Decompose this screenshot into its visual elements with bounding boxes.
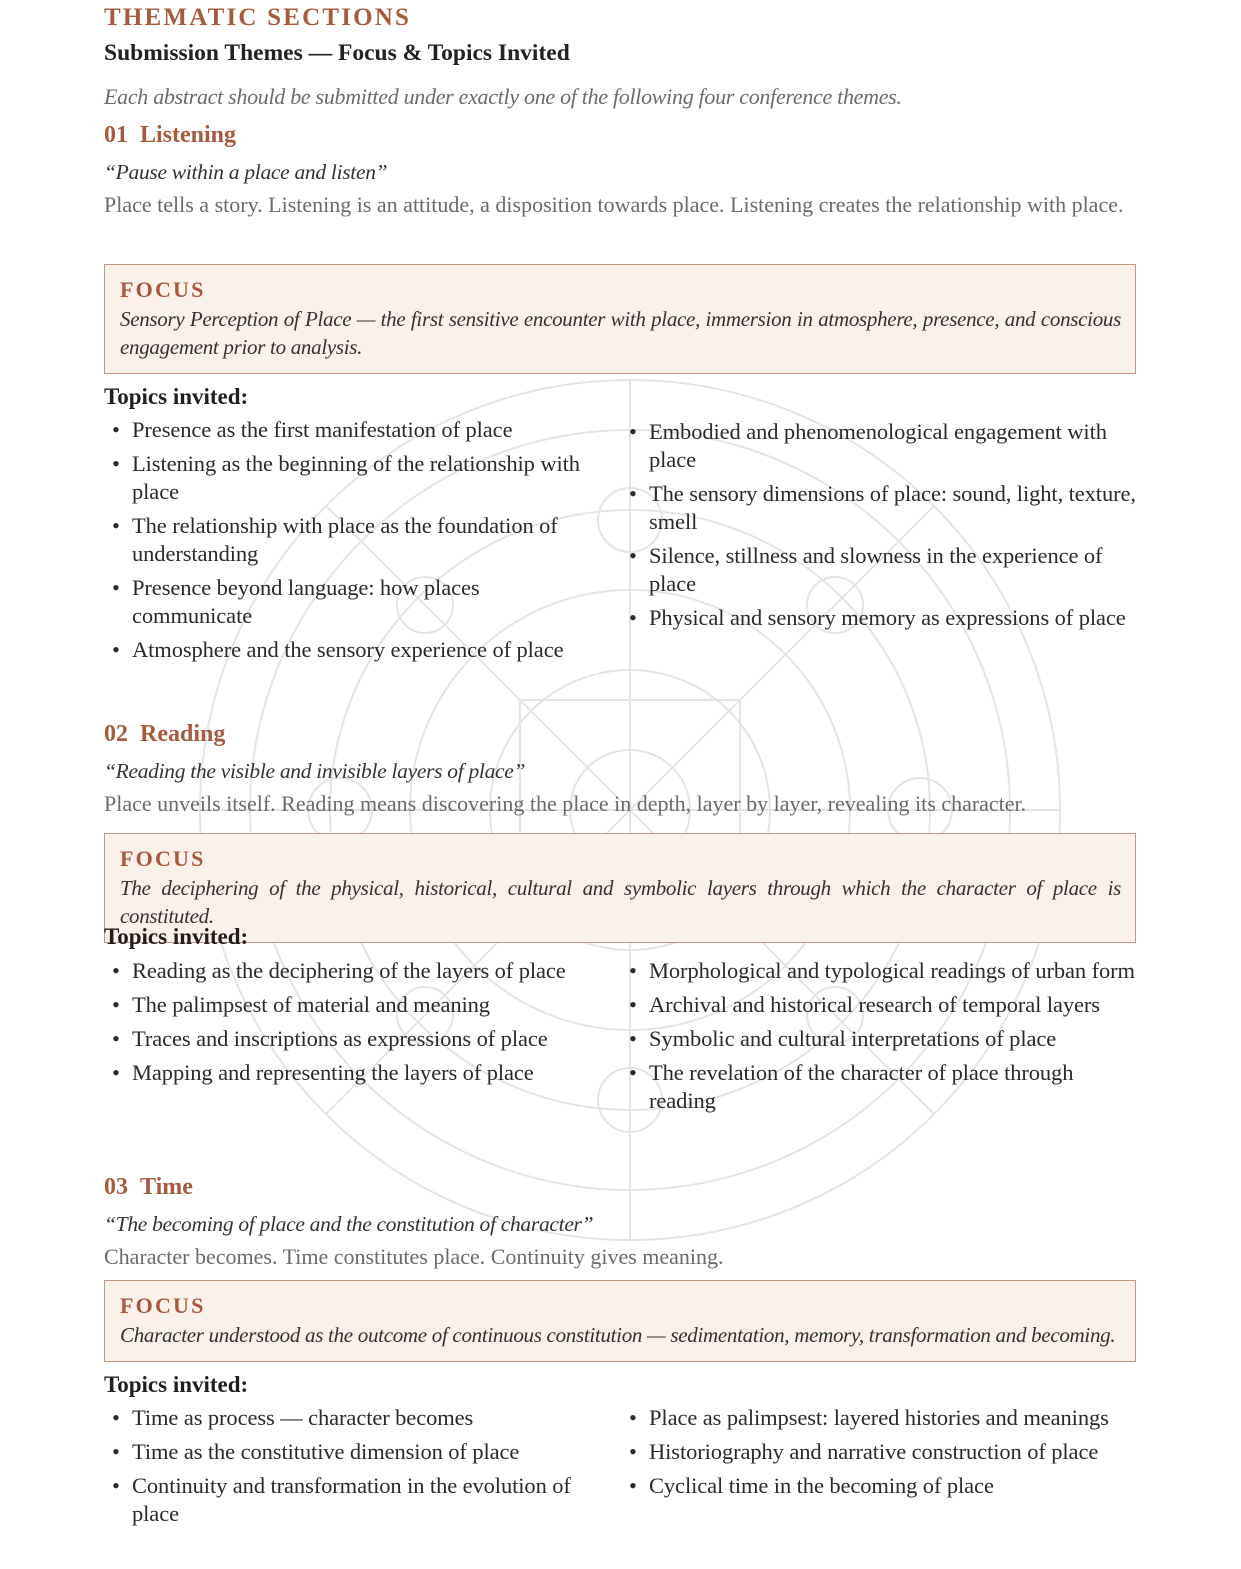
topic-item: • Physical and sensory memory as expressions of place: [629, 605, 1126, 630]
bullet-icon: •: [112, 992, 120, 1017]
page-subtitle: Submission Themes — Focus & Topics Invited: [104, 40, 570, 66]
theme-description: Place tells a story. Listening is an attitude, a disposition towards place. Listening creates the relationship with place.: [104, 192, 1124, 217]
theme-heading: [104, 1174, 193, 1201]
theme-description: Place unveils itself. Reading means discovering the place in depth, layer by layer, revealing its character.: [104, 791, 1027, 816]
topic-item: • Atmosphere and the sensory experience of place: [112, 637, 564, 662]
theme-number: 02: [104, 721, 128, 747]
topic-item: • Time as the constitutive dimension of place: [112, 1439, 520, 1464]
focus-box: [104, 264, 1136, 374]
focus-label: FOCUS: [120, 846, 206, 871]
topics-list-left: [104, 1404, 604, 1534]
topic-item: • Archival and historical research of temporal layers: [629, 992, 1100, 1017]
theme-description: Character becomes. Time constitutes place. Continuity gives meaning.: [104, 1244, 724, 1269]
topics-invited-label: Topics invited:: [104, 924, 249, 949]
focus-label: FOCUS: [120, 1293, 206, 1318]
topic-item: • The revelation of the character of place through reading: [629, 1060, 1074, 1113]
topics-invited-label: Topics invited:: [104, 384, 249, 409]
theme-title: Time: [140, 1174, 193, 1200]
topics-list-right: [621, 1404, 1141, 1506]
bullet-icon: •: [629, 1473, 637, 1498]
bullet-icon: •: [629, 481, 637, 506]
topic-item: • Presence as the first manifestation of place: [112, 417, 513, 442]
topic-item: • Listening as the beginning of the relationship with place: [112, 451, 580, 504]
topics-invited-label: Topics invited:: [104, 1372, 249, 1397]
topic-item: • Mapping and representing the layers of place: [112, 1060, 534, 1085]
bullet-icon: •: [629, 419, 637, 444]
topic-item: • Reading as the deciphering of the layers of place: [112, 958, 566, 983]
topic-item: • Morphological and typological readings of urban form: [629, 958, 1135, 983]
topic-item: • The palimpsest of material and meaning: [112, 992, 490, 1017]
bullet-icon: •: [629, 605, 637, 630]
topic-item: • Cyclical time in the becoming of place: [629, 1473, 994, 1498]
bullet-icon: •: [112, 513, 120, 538]
topic-item: • Traces and inscriptions as expressions of place: [112, 1026, 548, 1051]
topic-item: • Place as palimpsest: layered histories and meanings: [629, 1405, 1109, 1430]
bullet-icon: •: [112, 1026, 120, 1051]
focus-label: FOCUS: [120, 277, 206, 302]
topic-item: • Continuity and transformation in the evolution of place: [112, 1473, 571, 1526]
topic-item: • The relationship with place as the foundation of understanding: [112, 513, 558, 566]
bullet-icon: •: [112, 958, 120, 983]
theme-heading: [104, 721, 225, 748]
topic-item: • Historiography and narrative construction of place: [629, 1439, 1099, 1464]
topic-item: • Symbolic and cultural interpretations of place: [629, 1026, 1057, 1051]
topic-item: • Silence, stillness and slowness in the experience of place: [629, 543, 1103, 596]
focus-box: [104, 1280, 1136, 1362]
theme-motto: “Pause within a place and listen”: [104, 160, 388, 184]
focus-text: Sensory Perception of Place — the first sensitive encounter with place, immersion in atmosphere, presence, and conscious engagement prior to analysis.: [120, 307, 1121, 359]
bullet-icon: •: [112, 1405, 120, 1430]
bullet-icon: •: [112, 451, 120, 476]
focus-text: Character understood as the outcome of continuous constitution — sedimentation, memory, transformation and becoming.: [120, 1323, 1116, 1347]
bullet-icon: •: [112, 575, 120, 600]
bullet-icon: •: [629, 1439, 637, 1464]
topics-list-right: [621, 957, 1141, 1121]
bullet-icon: •: [112, 1473, 120, 1498]
theme-motto: “Reading the visible and invisible layers of place”: [104, 759, 526, 783]
bullet-icon: •: [629, 1405, 637, 1430]
bullet-icon: •: [629, 992, 637, 1017]
bullet-icon: •: [629, 543, 637, 568]
topic-item: • Embodied and phenomenological engagement with place: [629, 419, 1107, 472]
theme-number: 03: [104, 1174, 128, 1200]
topic-item: • The sensory dimensions of place: sound, light, texture, smell: [629, 481, 1136, 534]
bullet-icon: •: [112, 1439, 120, 1464]
focus-text: The deciphering of the physical, historical, cultural and symbolic layers through which the character of place is constituted.: [120, 876, 1121, 928]
theme-number: 01: [104, 122, 128, 148]
bullet-icon: •: [629, 1060, 637, 1085]
bullet-icon: •: [112, 417, 120, 442]
topics-list-left: [104, 416, 604, 670]
bullet-icon: •: [629, 958, 637, 983]
theme-heading: [104, 122, 236, 149]
topic-item: • Presence beyond language: how places communicate: [112, 575, 480, 628]
intro-text: Each abstract should be submitted under exactly one of the following four conference themes.: [104, 84, 902, 109]
bullet-icon: •: [112, 1060, 120, 1085]
topic-item: • Time as process — character becomes: [112, 1405, 474, 1430]
theme-title: Reading: [140, 721, 226, 747]
focus-box: [104, 833, 1136, 943]
bullet-icon: •: [629, 1026, 637, 1051]
section-kicker: THEMATIC SECTIONS: [104, 4, 412, 31]
theme-title: Listening: [140, 122, 237, 148]
topics-list-right: [621, 418, 1141, 638]
theme-motto: “The becoming of place and the constitution of character”: [104, 1212, 594, 1236]
bullet-icon: •: [112, 637, 120, 662]
topics-list-left: [104, 957, 604, 1093]
